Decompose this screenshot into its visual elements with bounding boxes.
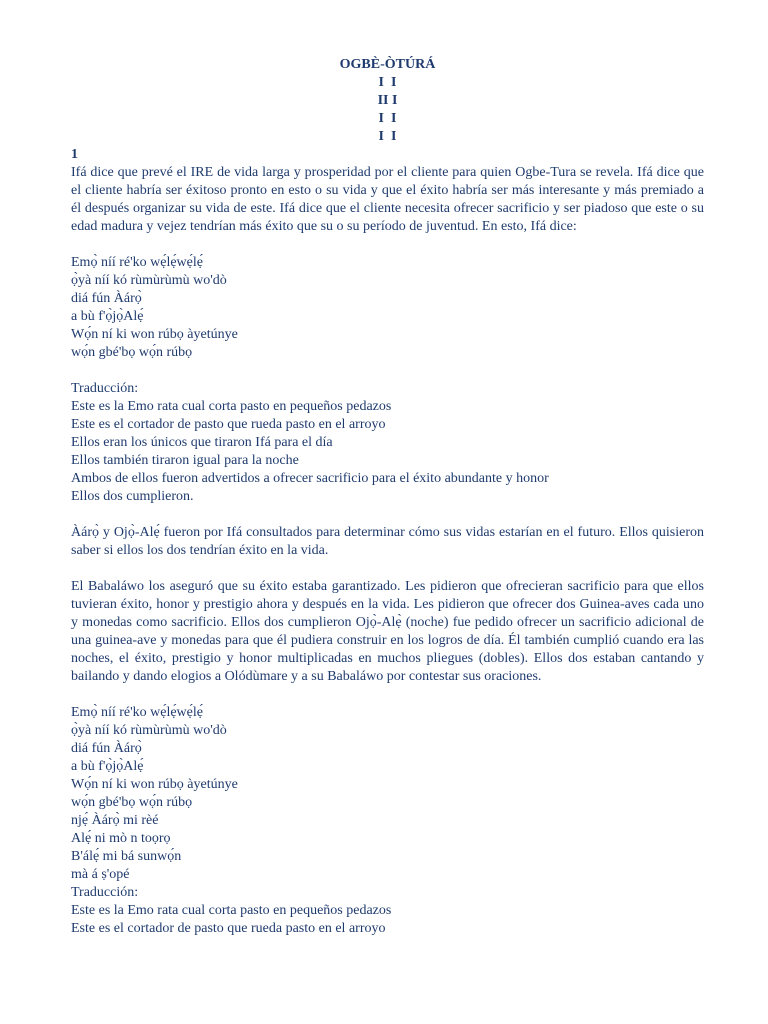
- translation-line: Este es la Emo rata cual corta pasto en pequeños pedazos: [71, 399, 392, 414]
- verse-2: [71, 704, 704, 884]
- translation-2: [71, 884, 704, 938]
- spacer: [71, 506, 704, 524]
- translation-1: [71, 380, 704, 506]
- title-block: [71, 56, 704, 146]
- translation-line: Ambos de ellos fueron advertidos a ofrecer sacrificio para el éxito abundante y honor: [71, 471, 549, 486]
- translation-label: Traducción:: [71, 381, 139, 396]
- spacer: [71, 686, 704, 704]
- verse-line: diá fún Àárọ̀: [71, 741, 142, 756]
- spacer: [71, 236, 704, 254]
- verse-line: mà á ṣ'opé: [71, 867, 130, 882]
- translation-line: Ellos dos cumplieron.: [71, 489, 194, 504]
- verse-line: ọ̀yà níí kó rùmùrùmù wo'dò: [71, 723, 227, 738]
- verse-line: Emọ̀ níí ré'ko wẹ́lẹ́wẹ́lẹ́: [71, 705, 203, 720]
- translation-label: Traducción:: [71, 885, 139, 900]
- translation-line: Ellos también tiraron igual para la noche: [71, 453, 299, 468]
- odu-sign-row: I I: [378, 111, 397, 126]
- odu-sign-row: I I: [378, 75, 397, 90]
- translation-line: Este es el cortador de pasto que rueda pasto en el arroyo: [71, 417, 386, 432]
- spacer: [71, 560, 704, 578]
- verse-line: Emọ̀ níí ré'ko wẹ́lẹ́wẹ́lẹ́: [71, 255, 203, 270]
- verse-line: diá fún Àárọ̀: [71, 291, 142, 306]
- verse-line: ọ̀yà níí kó rùmùrùmù wo'dò: [71, 273, 227, 288]
- document-page: [71, 56, 704, 938]
- verse-line: Alẹ́ ni mò n toọrọ: [71, 831, 171, 846]
- translation-line: Ellos eran los únicos que tiraron Ifá para el día: [71, 435, 333, 450]
- translation-line: Este es el cortador de pasto que rueda pasto en el arroyo: [71, 921, 386, 936]
- verse-line: wọ́n gbé'bọ wọ́n rúbọ: [71, 795, 193, 810]
- paragraph-consultation: Àárọ̀ y Ojọ̀-Alẹ́ fueron por Ifá consultados para determinar cómo sus vidas estarían en el futuro. Ellos quisieron saber si ellos los dos tendrían éxito en la vida.: [71, 525, 704, 558]
- odu-sign-row: II I: [377, 93, 398, 108]
- verse-line: a bù f'ọ̀jọ̀Alẹ́: [71, 759, 144, 774]
- section-number: 1: [71, 147, 78, 162]
- verse-1: [71, 254, 704, 362]
- verse-line: njẹ́ Àárọ̀ mi rèé: [71, 813, 159, 828]
- document-title: OGBÈ-ÒTÚRÁ: [339, 57, 436, 72]
- spacer: [71, 362, 704, 380]
- odu-sign-row: I I: [378, 129, 397, 144]
- verse-line: a bù f'ọ̀jọ̀Alẹ́: [71, 309, 144, 324]
- verse-line: wọ́n gbé'bọ wọ́n rúbọ: [71, 345, 193, 360]
- paragraph-babalawo: El Babaláwo los aseguró que su éxito estaba garantizado. Les pidieron que ofrecieran sacrificio para que ellos tuvieran éxito, honor y prestigio ahora y después en la vida. Les pidieron que ofrecer dos Guinea-aves cada uno y monedas como sacrificio. Ellos dos cumplieron Ojọ̀-Alẹ̀ (noche) fue pedido ofrecer un sacrificio adicional de una guinea-ave y monedas para que él pudiera construir en los logros de día. Él también cumplió cuando era las noches, el éxito, prestigio y honor multiplicadas en muchos pliegues (dobles). Ellos dos estaban cantando y bailando y dando elogios a Olódùmare y a su Babaláwo por contestar sus oraciones.: [71, 579, 704, 684]
- intro-paragraph: Ifá dice que prevé el IRE de vida larga y prosperidad por el cliente para quien Ogbe-Tura se revela. Ifá dice que el cliente habría ser éxitoso pronto en esto o su vida y que el éxito habría ser más interesante y más premiado a él después organizar su vida de este. Ifá dice que el cliente necesita ofrecer sacrificio y ser piadoso que este o su edad madura y vejez tendrían más éxito que su o su período de juventud. En esto, Ifá dice:: [71, 165, 704, 234]
- verse-line: B'álẹ́ mi bá sunwọ́n: [71, 849, 182, 864]
- verse-line: Wọ́n ní ki won rúbọ àyetúnye: [71, 327, 238, 342]
- translation-line: Este es la Emo rata cual corta pasto en pequeños pedazos: [71, 903, 392, 918]
- verse-line: Wọ́n ní ki won rúbọ àyetúnye: [71, 777, 238, 792]
